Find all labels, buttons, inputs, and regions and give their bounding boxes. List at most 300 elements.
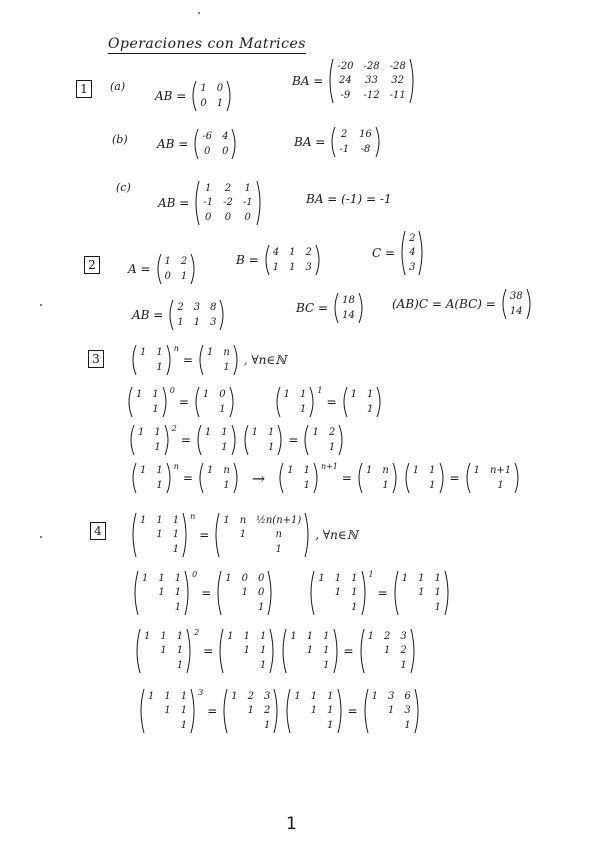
matrix [213, 512, 311, 558]
matrix-entry: 3 [193, 302, 201, 314]
matrix-entry: 24 [339, 75, 352, 87]
matrix-entries [339, 292, 358, 324]
matrix-entries [137, 512, 182, 558]
matrix-entry: 1 [310, 705, 318, 717]
matrix [362, 688, 421, 734]
matrix-entry: 33 [365, 75, 378, 87]
left-parenthesis [464, 462, 471, 494]
matrix-entry: 1 [401, 573, 409, 585]
matrix-exponent: 0 [192, 570, 198, 579]
left-parenthesis [302, 424, 309, 456]
matrix [155, 253, 198, 285]
matrix-entry: 1 [154, 427, 161, 439]
right-parenthesis [166, 462, 173, 494]
matrix-entry: 1 [418, 587, 425, 599]
matrix-entry: 1 [176, 631, 184, 643]
matrix [403, 462, 446, 494]
problem-1c-label: (c) [116, 181, 131, 194]
matrix-entry: 0 [241, 573, 249, 585]
matrix-entry: 1 [290, 631, 297, 643]
matrix [128, 424, 177, 456]
matrix-entry: 1 [160, 645, 167, 657]
margin-mark [40, 536, 42, 538]
equals-sign: = [199, 528, 210, 542]
matrix-entries [137, 462, 166, 494]
problem-1c-ba: BA = (-1) = -1 [306, 192, 392, 206]
matrix [193, 180, 262, 226]
matrix-entry: n [223, 347, 230, 359]
matrix-entry: 1 [247, 705, 255, 717]
matrix-entry: 1 [371, 691, 378, 703]
matrix-entry: 4 [409, 247, 416, 259]
problem-3-claim [130, 344, 286, 376]
matrix-entry: 3 [404, 705, 411, 717]
matrix-entry: 1 [223, 479, 230, 491]
matrix-entries [133, 386, 162, 418]
problem-1b-ab [157, 128, 238, 160]
equals-sign: = [178, 395, 189, 409]
matrix-entries [200, 386, 229, 418]
matrix-entry: 1 [216, 97, 224, 109]
matrix-entry: 1 [327, 691, 334, 703]
problem-2-number: 2 [84, 256, 100, 274]
matrix-entry: 38 [509, 291, 523, 303]
matrix-entry: 3 [264, 691, 271, 703]
matrix-entry: -2 [223, 197, 233, 209]
problem-3-induction [130, 462, 521, 494]
matrix-entry: 2 [341, 129, 348, 141]
matrix-entry: -11 [389, 89, 406, 101]
left-parenthesis [134, 628, 141, 674]
matrix-entry: 2 [177, 302, 184, 314]
matrix-entry: 1 [243, 645, 251, 657]
problem-2-a [128, 253, 197, 285]
right-parenthesis [358, 292, 365, 324]
matrix-entry: 16 [359, 129, 372, 141]
matrix-entry: 1 [221, 441, 228, 453]
matrix-entry: -8 [360, 143, 371, 155]
right-parenthesis [267, 570, 274, 616]
equals-sign: = [207, 704, 218, 718]
matrix [500, 288, 533, 320]
page-title: Operaciones con Matrices [108, 36, 306, 52]
right-parenthesis [186, 628, 193, 674]
matrix-entries [348, 386, 377, 418]
matrix-entries [410, 462, 439, 494]
equation-lhs: BC = [296, 301, 329, 315]
matrix-entry: 1 [138, 427, 145, 439]
left-parenthesis [130, 344, 137, 376]
matrix-entries [204, 462, 233, 494]
matrix-entry: 1 [176, 659, 184, 671]
left-parenthesis [197, 344, 204, 376]
quantifier-text: , ∀n∈ℕ [243, 353, 287, 367]
matrix-entry: 1 [225, 573, 232, 585]
matrix-entry: 1 [156, 347, 163, 359]
matrix-entries [139, 570, 184, 616]
matrix-entry: 0 [216, 83, 224, 95]
matrix-entry: 1 [260, 631, 267, 643]
matrix-entry: 0 [219, 389, 226, 401]
left-parenthesis [358, 628, 365, 674]
left-parenthesis [332, 292, 339, 324]
matrix-entry: 1 [158, 587, 165, 599]
matrix-entry: 0 [204, 145, 211, 157]
matrix [130, 512, 195, 558]
matrix-entry: 1 [244, 183, 251, 195]
matrix-entry: 2 [247, 691, 255, 703]
matrix [327, 58, 415, 104]
matrix-entry: 1 [154, 441, 161, 453]
left-parenthesis [341, 386, 348, 418]
equation-lhs: A = [128, 262, 151, 276]
right-parenthesis [375, 126, 382, 158]
matrix [280, 628, 339, 674]
matrix-entry: 14 [342, 309, 355, 321]
matrix [130, 462, 179, 494]
matrix-exponent: 3 [198, 688, 204, 697]
matrix-entry: 1 [473, 465, 480, 477]
matrix-entry: 0 [244, 211, 251, 223]
matrix-entry: -9 [340, 89, 351, 101]
matrix-entries [369, 688, 414, 734]
matrix-entry: 3 [210, 316, 217, 328]
implies-arrow: → [251, 468, 266, 488]
problem-4-base-cases [132, 570, 451, 616]
equation-lhs: B = [236, 253, 259, 267]
equals-sign: = [203, 644, 214, 658]
matrix-exponent: 2 [171, 424, 177, 433]
matrix-entry: 1 [400, 659, 407, 671]
matrix [308, 570, 373, 616]
page-number: 1 [286, 814, 297, 834]
right-parenthesis [315, 244, 322, 276]
matrix-entry: 0 [222, 145, 229, 157]
matrix-entry: 1 [260, 659, 267, 671]
left-parenthesis [130, 512, 137, 558]
matrix-entries [135, 424, 164, 456]
left-parenthesis [155, 253, 162, 285]
matrix-entry: 1 [200, 83, 207, 95]
matrix-entry: 4 [272, 247, 280, 259]
matrix-entry: 1 [312, 427, 319, 439]
matrix [217, 628, 276, 674]
right-parenthesis [273, 688, 280, 734]
left-parenthesis [128, 424, 135, 456]
matrix [192, 128, 238, 160]
matrix-entry: 1 [300, 403, 307, 415]
matrix-entry: 1 [241, 587, 249, 599]
matrix-entry: 1 [219, 403, 226, 415]
left-parenthesis [217, 628, 224, 674]
problem-1a-ab [155, 80, 233, 112]
right-parenthesis [226, 80, 233, 112]
problem-2-ab [132, 299, 226, 331]
matrix-entry: 1 [140, 347, 147, 359]
problem-2-associativity [392, 288, 533, 320]
problem-4-claim [130, 512, 358, 558]
matrix-entry: 0 [200, 97, 207, 109]
matrix [356, 462, 399, 494]
matrix-exponent: n [173, 462, 179, 471]
problem-3-square [128, 424, 345, 456]
matrix [358, 628, 417, 674]
right-parenthesis [277, 424, 284, 456]
matrix-entries [336, 126, 374, 158]
matrix-entry: 1 [350, 389, 357, 401]
equals-sign: = [347, 704, 358, 718]
matrix [341, 386, 384, 418]
matrix-entries [224, 628, 269, 674]
matrix-entry: 1 [142, 573, 149, 585]
left-parenthesis [274, 386, 281, 418]
matrix-entry: 1 [303, 465, 310, 477]
matrix-entry: 1 [140, 465, 147, 477]
matrix-entry: 1 [323, 645, 330, 657]
matrix-entries [204, 344, 233, 376]
right-parenthesis [233, 462, 240, 494]
matrix [134, 628, 199, 674]
matrix-entry: 1 [327, 719, 334, 731]
matrix-entry: 0 [258, 587, 265, 599]
matrix-entry: 1 [294, 691, 301, 703]
matrix [193, 386, 236, 418]
equals-sign: = [182, 471, 193, 485]
matrix-entry: -1 [339, 143, 350, 155]
matrix [138, 688, 203, 734]
matrix [302, 424, 345, 456]
matrix [464, 462, 522, 494]
quantifier-text: , ∀n∈ℕ [315, 528, 358, 542]
matrix-entry: 1 [365, 465, 373, 477]
right-parenthesis [231, 424, 238, 456]
matrix-exponent: 1 [317, 386, 323, 395]
matrix-entry: -6 [202, 131, 213, 143]
problem-1b-ba [294, 126, 382, 158]
matrix-entry: n [382, 465, 389, 477]
matrix-entry: 1 [152, 389, 159, 401]
matrix-entry: 1 [327, 705, 334, 717]
matrix-entry: 1 [300, 389, 307, 401]
right-parenthesis [162, 386, 169, 418]
matrix-entry: 1 [204, 427, 212, 439]
left-parenthesis [197, 462, 204, 494]
matrix-entries [222, 570, 267, 616]
matrix-entry: 1 [268, 427, 275, 439]
left-parenthesis [130, 462, 137, 494]
matrix-entry: n [223, 465, 230, 477]
left-parenthesis [284, 688, 291, 734]
right-parenthesis [166, 344, 173, 376]
matrix-entries [199, 128, 231, 160]
matrix-entry: 3 [400, 631, 407, 643]
matrix-entry: 1 [289, 247, 296, 259]
matrix-entry: 0 [258, 573, 265, 585]
matrix-entries [281, 386, 310, 418]
matrix-entry: 1 [156, 515, 163, 527]
matrix-entry: 1 [434, 573, 441, 585]
left-parenthesis [277, 462, 284, 494]
matrix [277, 462, 338, 494]
margin-mark [198, 12, 200, 14]
matrix-entry: 2 [180, 256, 188, 268]
matrix-entry: 32 [391, 75, 404, 87]
matrix-entry: 1 [367, 631, 374, 643]
problem-1-number: 1 [76, 80, 92, 98]
right-parenthesis [444, 570, 451, 616]
matrix-entry: n+1 [489, 465, 512, 477]
equals-sign: = [180, 433, 191, 447]
matrix-entry: 1 [160, 631, 167, 643]
right-parenthesis [514, 462, 521, 494]
right-parenthesis [338, 424, 345, 456]
matrix-entry: 1 [366, 389, 374, 401]
left-parenthesis [356, 462, 363, 494]
problem-1a-label: (a) [110, 80, 126, 93]
right-parenthesis [337, 688, 344, 734]
right-parenthesis [229, 386, 236, 418]
matrix-entry: 1 [258, 601, 265, 613]
matrix-entry: 1 [156, 479, 163, 491]
matrix-entry: 1 [223, 515, 230, 527]
matrix-entry: 1 [174, 573, 182, 585]
matrix-entries [220, 512, 304, 558]
matrix-entry: 1 [144, 631, 151, 643]
matrix-entries [399, 570, 444, 616]
matrix-entry: 1 [429, 465, 436, 477]
equals-sign: = [326, 395, 337, 409]
equation-lhs: AB = [155, 89, 187, 103]
equation-lhs: AB = [132, 308, 164, 322]
left-parenthesis [242, 424, 249, 456]
matrix-entry: 1 [412, 465, 420, 477]
matrix-entry: 1 [351, 587, 358, 599]
matrix [130, 344, 179, 376]
matrix-entry: -28 [389, 61, 406, 73]
matrix-entry: 18 [342, 295, 355, 307]
matrix [197, 344, 240, 376]
matrix-entry: 0 [205, 211, 212, 223]
matrix-entry: 3 [305, 261, 312, 273]
matrix-entry: 1 [239, 529, 247, 541]
matrix-entry: 0 [224, 211, 232, 223]
equals-sign: = [343, 644, 354, 658]
matrix-entry: 3 [387, 691, 395, 703]
right-parenthesis [313, 462, 320, 494]
matrix-entries [197, 80, 226, 112]
matrix-entry: 1 [387, 705, 395, 717]
matrix-entry: 1 [383, 645, 391, 657]
left-parenthesis [138, 688, 145, 734]
matrix-entry: 1 [164, 256, 171, 268]
problem-3-number: 3 [88, 350, 104, 368]
left-parenthesis [215, 570, 222, 616]
matrix-entry: -1 [242, 197, 253, 209]
equals-sign: = [288, 433, 299, 447]
matrix-entry: 1 [156, 361, 163, 373]
right-parenthesis [309, 386, 316, 418]
matrix-entry: 1 [318, 573, 325, 585]
matrix-entry: 1 [243, 631, 251, 643]
right-parenthesis [392, 462, 399, 494]
equation-lhs: AB = [157, 137, 189, 151]
matrix-entries [137, 344, 166, 376]
equals-sign: = [377, 586, 388, 600]
left-parenthesis [308, 570, 315, 616]
matrix-entry: 1 [223, 361, 230, 373]
left-parenthesis [195, 424, 202, 456]
matrix-entry: 1 [323, 631, 330, 643]
matrix-entries [291, 688, 336, 734]
left-parenthesis [132, 570, 139, 616]
matrix-entry: 2 [400, 645, 407, 657]
matrix-entry: 1 [289, 261, 296, 273]
matrix-entries [309, 424, 338, 456]
matrix-entry: 2 [383, 631, 391, 643]
matrix-entry: 1 [176, 645, 184, 657]
matrix-entry: n [275, 529, 282, 541]
matrix [263, 244, 322, 276]
matrix-entry: 1 [227, 631, 234, 643]
matrix-entry: 1 [174, 601, 182, 613]
matrix-entries [202, 424, 231, 456]
left-parenthesis [280, 628, 287, 674]
problem-2-bc [296, 292, 365, 324]
matrix [215, 570, 274, 616]
matrix [197, 462, 240, 494]
matrix-entry: 1 [323, 659, 330, 671]
matrix-entry: -12 [363, 89, 380, 101]
left-parenthesis [213, 512, 220, 558]
matrix-entry: -28 [363, 61, 380, 73]
left-parenthesis [392, 570, 399, 616]
left-parenthesis [263, 244, 270, 276]
right-parenthesis [409, 58, 416, 104]
equation-lhs: (AB)C = A(BC) = [392, 297, 496, 311]
matrix-entry: 1 [275, 543, 282, 555]
matrix-entry: n [239, 515, 247, 527]
matrix-entry: 1 [180, 719, 188, 731]
matrix-entry: 6 [404, 691, 411, 703]
right-parenthesis [184, 570, 191, 616]
matrix-entry: 0 [164, 270, 171, 282]
right-parenthesis [231, 128, 238, 160]
matrix-entry: 1 [260, 645, 267, 657]
matrix-entry: 1 [272, 261, 280, 273]
matrix-entry: ½n(n+1) [256, 515, 302, 527]
equals-sign: = [449, 471, 460, 485]
equals-sign: = [201, 586, 212, 600]
matrix-entry: 1 [206, 465, 214, 477]
matrix-entry: 1 [164, 705, 171, 717]
right-parenthesis [219, 299, 226, 331]
right-parenthesis [304, 512, 311, 558]
matrix-exponent: 2 [194, 628, 200, 637]
matrix-entry: 1 [152, 403, 159, 415]
right-parenthesis [439, 462, 446, 494]
margin-mark [40, 304, 42, 306]
matrix-entry: 1 [418, 573, 425, 585]
matrix [332, 292, 365, 324]
left-parenthesis [327, 58, 334, 104]
matrix-entry: 1 [268, 441, 275, 453]
right-parenthesis [190, 253, 197, 285]
matrix-entry: 1 [429, 479, 436, 491]
matrix-entry: 8 [210, 302, 217, 314]
matrix-entry: 1 [180, 705, 188, 717]
matrix-entries [363, 462, 392, 494]
matrix-entry: 1 [202, 389, 210, 401]
